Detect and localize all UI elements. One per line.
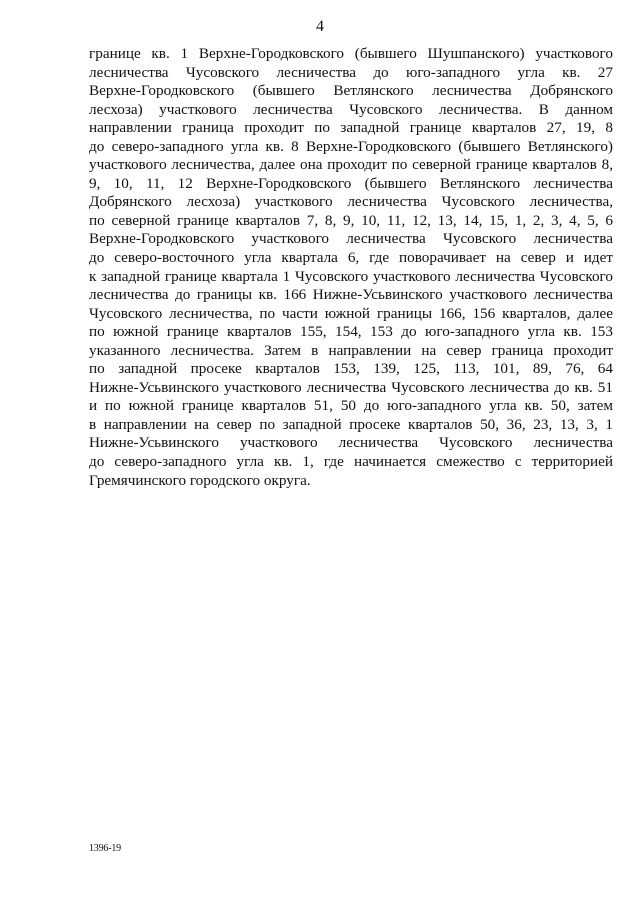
body-line: по северной границе кварталов 7, 8, 9, 10, 11, 12, 13, 14, 15, 1, 2, 3, 4, 5, 6 bbox=[89, 211, 613, 229]
body-line: лесхоза) участкового лесничества Чусовского лесничества. В данном bbox=[89, 100, 613, 118]
body-line: по южной границе кварталов 155, 154, 153 до юго-западного угла кв. 153 bbox=[89, 323, 613, 341]
body-line: и по южной границе кварталов 51, 50 до юго-западного угла кв. 50, затем bbox=[89, 397, 613, 415]
document-body bbox=[89, 45, 613, 490]
body-line: Чусовского лесничества, по части южной границы 166, 156 кварталов, далее bbox=[89, 304, 613, 322]
body-line: участкового лесничества, далее она проходит по северной границе кварталов 8, bbox=[89, 156, 613, 174]
body-line: 9, 10, 11, 12 Верхне-Городковского (бывшего Ветлянского лесничества bbox=[89, 174, 613, 192]
body-line: Верхне-Городковского (бывшего Ветлянского лесничества Добрянского bbox=[89, 82, 613, 100]
body-line: Добрянского лесхоза) участкового лесничества Чусовского лесничества, bbox=[89, 193, 613, 211]
body-line: по западной просеке кварталов 153, 139, 125, 113, 101, 89, 76, 64 bbox=[89, 360, 613, 378]
body-line: Нижне-Усьвинского участкового лесничества Чусовского лесничества bbox=[89, 434, 613, 452]
body-line: до северо-западного угла кв. 1, где начинается смежество с территорией bbox=[89, 453, 613, 471]
body-line: границе кв. 1 Верхне-Городковского (бывшего Шушпанского) участкового bbox=[89, 45, 613, 62]
body-line: до северо-западного угла кв. 8 Верхне-Городковского (бывшего Ветлянского) bbox=[89, 137, 613, 155]
body-line: лесничества до границы кв. 166 Нижне-Усьвинского участкового лесничества bbox=[89, 286, 613, 304]
body-line: указанного лесничества. Затем в направлении на север граница проходит bbox=[89, 341, 613, 359]
body-line: до северо-восточного угла квартала 6, где поворачивает на север и идет bbox=[89, 249, 613, 267]
body-line: в направлении на север по западной просеке кварталов 50, 36, 23, 13, 3, 1 bbox=[89, 415, 613, 433]
body-line: к западной границе квартала 1 Чусовского участкового лесничества Чусовского bbox=[89, 267, 613, 285]
body-line: лесничества Чусовского лесничества до юго-западного угла кв. 27 bbox=[89, 63, 613, 81]
body-line: Нижне-Усьвинского участкового лесничества Чусовского лесничества до кв. 51 bbox=[89, 378, 613, 396]
body-line: направлении граница проходит по западной границе кварталов 27, 19, 8 bbox=[89, 119, 613, 137]
body-line: Верхне-Городковского участкового лесничества Чусовского лесничества bbox=[89, 230, 613, 248]
page-number: 4 bbox=[316, 18, 324, 35]
body-line: Гремячинского городского округа. bbox=[89, 471, 311, 489]
document-code: 1396-19 bbox=[89, 843, 121, 854]
